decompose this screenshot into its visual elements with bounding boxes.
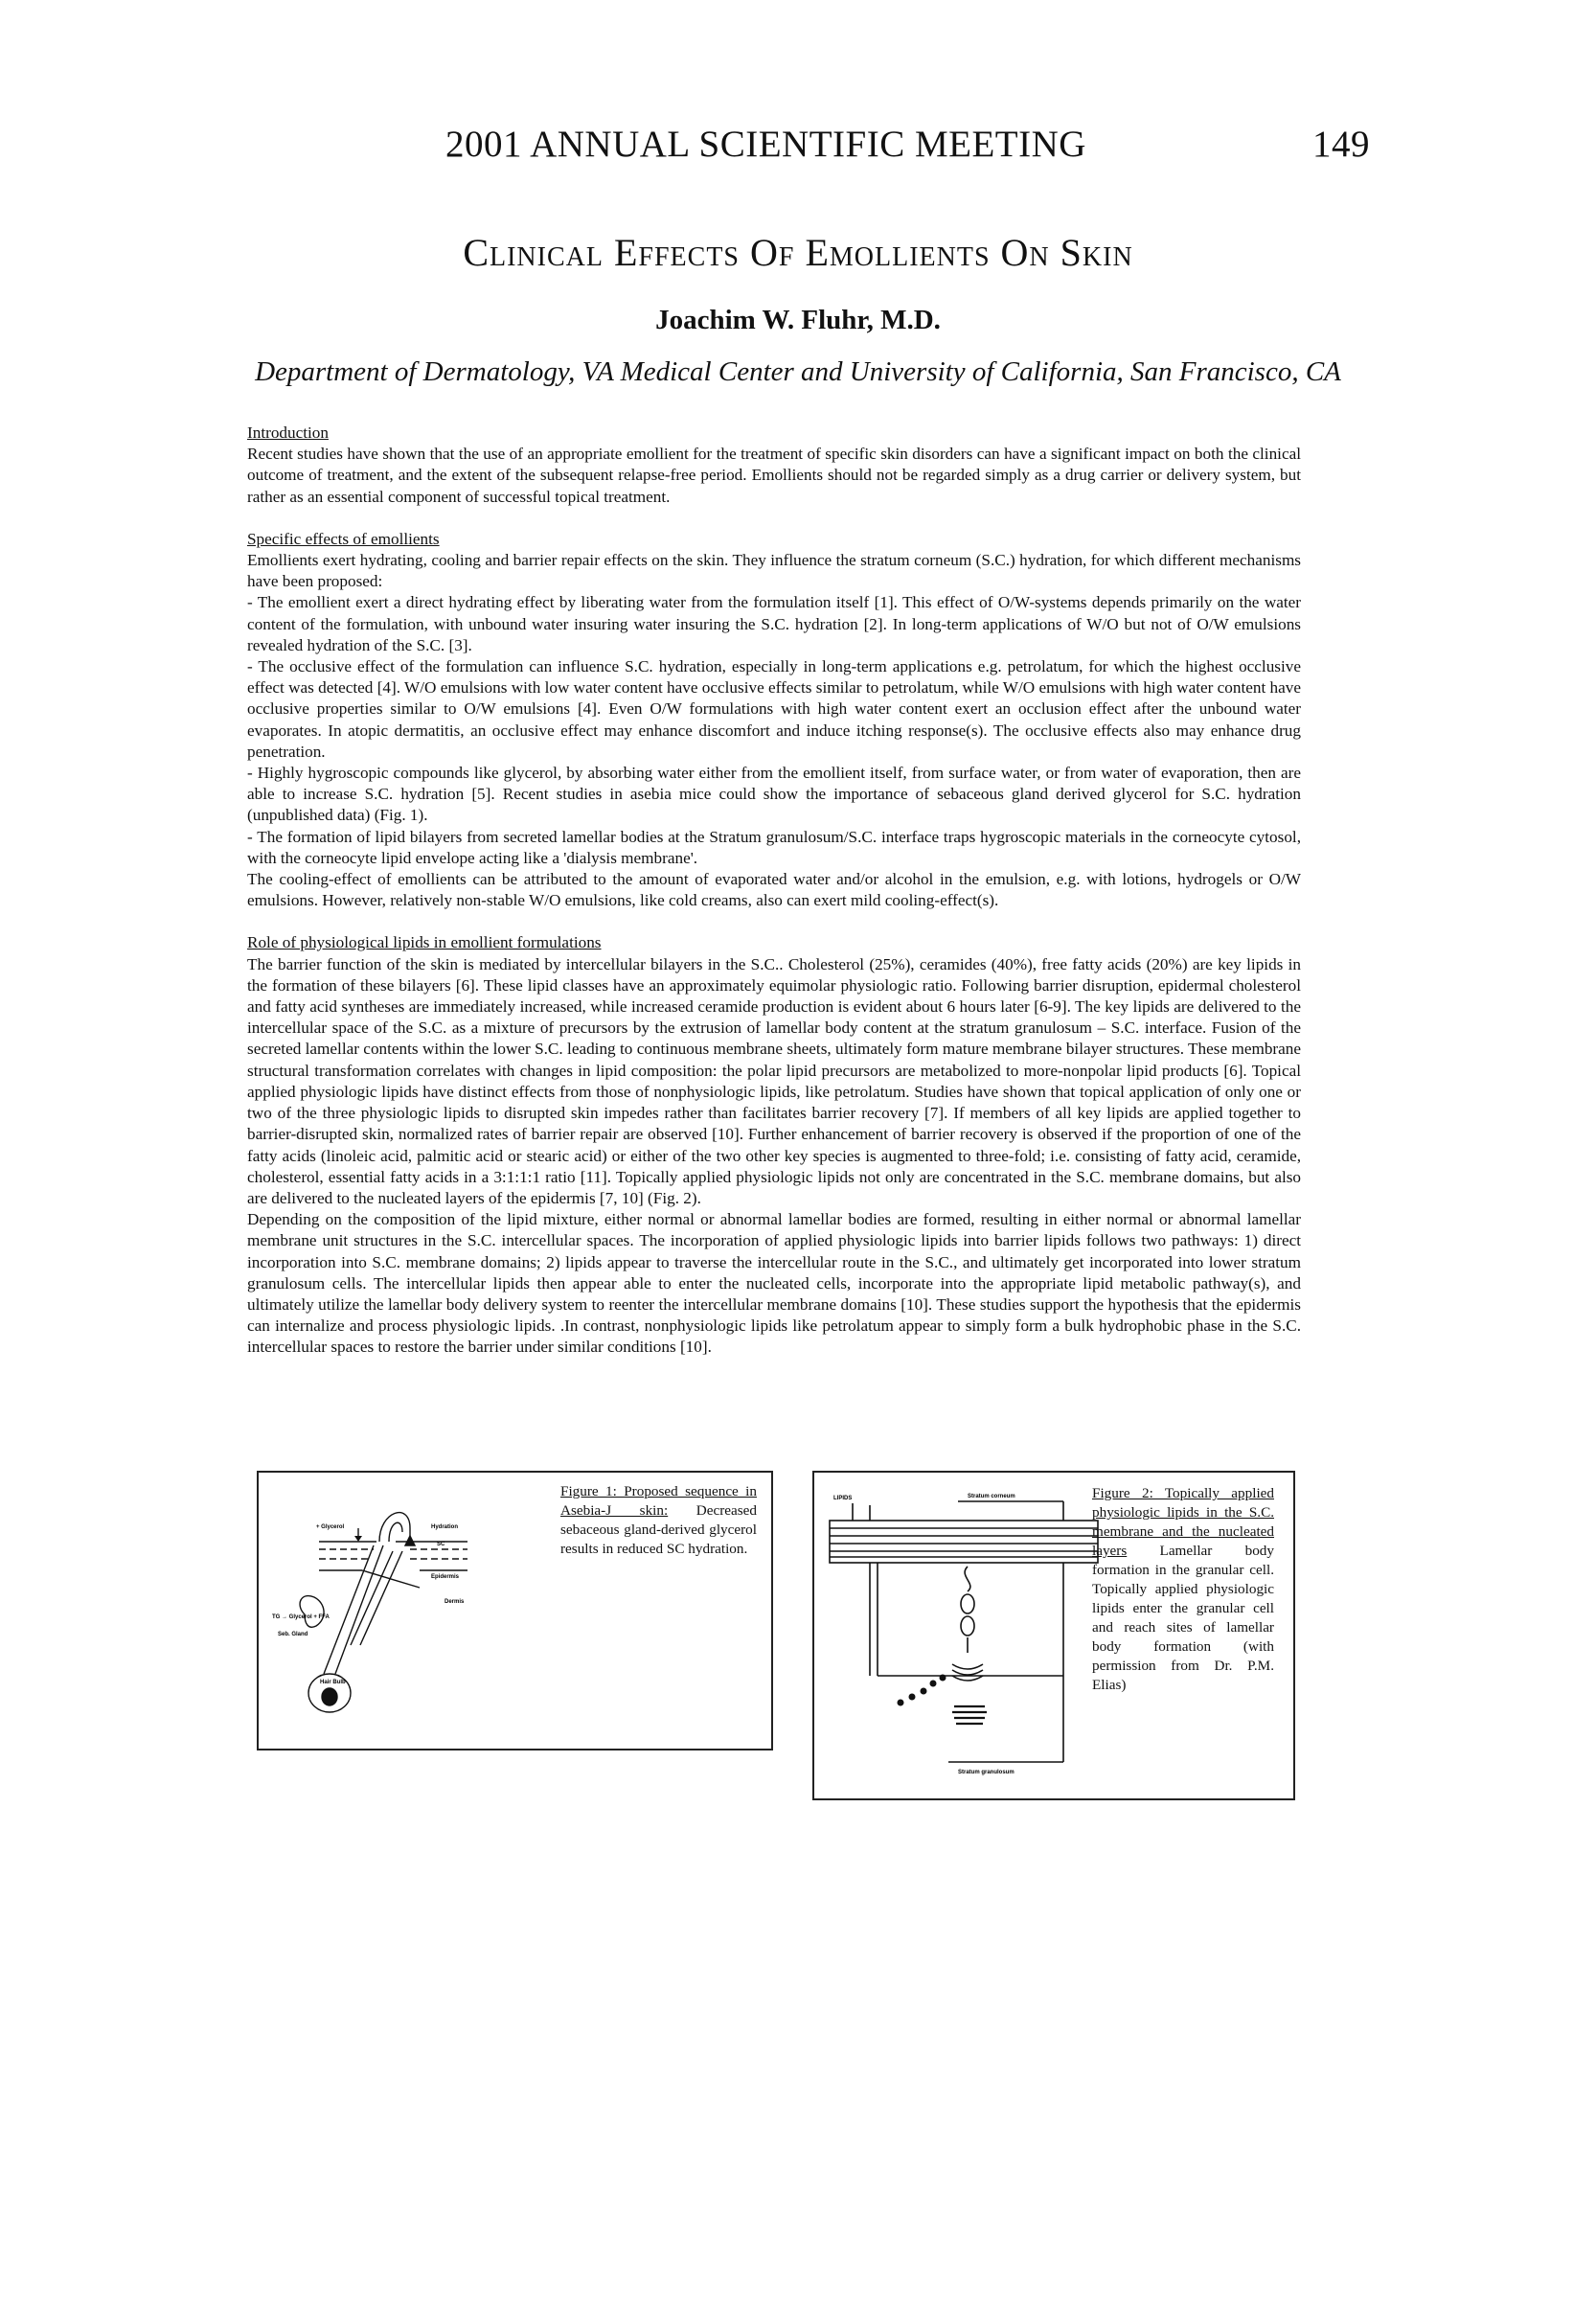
section-heading-physiological-lipids: Role of physiological lipids in emollient formulations: [247, 933, 602, 952]
figure-1-diagram: [266, 1492, 525, 1741]
paragraph: - The occlusive effect of the formulation can influence S.C. hydration, especially in long-term applications e.g. petrolatum, for which the highest occlusive effect was detected [4]. W/O emulsions with low water content have occlusive effects similar to petrolatum, while W/O emulsions with high water content have occlusive properties similar to O/W emulsions [4]. Even O/W formulations with high water content exert an occlusion effect after the unbound water evaporates. In atopic dermatitis, an occlusive effect may enhance discomfort and induce itching response(s). The occlusive effects also may enhance drug penetration.: [247, 657, 1301, 761]
label-hair-bulb: Hair Bulb: [320, 1680, 346, 1685]
paragraph: - The emollient exert a direct hydrating effect by liberating water from the formulation itself [1]. This effect of O/W-systems depends primarily on the water content of the formulation, with unbound water insuring water insuring the S.C. hydration [2]. In long-term applications of W/O but not of O/W emulsions revealed hydration of the S.C. [3].: [247, 593, 1301, 654]
paragraph: The barrier function of the skin is mediated by intercellular bilayers in the S.C.. Cholesterol (25%), ceramides (40%), free fatty acids (20%) are key lipids in the formation of these bilayers [6]. These lipid classes have an approximately equimolar physiologic ratio. Following barrier disruption, epidermal cholesterol and fatty acid syntheses are immediately increased, while increased ceramide production is evident about 6 hours later [6-9]. The key lipids are delivered to the intercellular space of the S.C. as a mixture of precursors by the extrusion of lamellar body content at the stratum granulosum – S.C. interface. Fusion of the secreted lamellar contents within the lower S.C. leading to continuous membrane sheets, ultimately form mature membrane bilayer structures. These membrane structural transformation correlates with changes in lipid composition: the polar lipid precursors are metabolized to more-nonpolar lipid products [6]. Topical applied physiologic lipids have distinct effects from those of nonphysiologic lipids, like petrolatum. Studies have shown that topical application of only one or two of the three physiologic lipids to disrupted skin impedes rather than facilitates barrier recovery [7]. If members of all key lipids are applied together to barrier-disrupted skin, normalized rates of barrier repair are observed [10]. Further enhancement of barrier recovery is observed if the proportion of one of the fatty acids (linoleic acid, palmitic acid or stearic acid) or either of the two other key species is augmented to three-fold; i.e. consisting of fatty acid, ceramide, cholesterol, essential fatty acids in a 3:1:1:1 ratio [11]. Topically applied physiologic lipids not only are concentrated in the S.C. membrane domains, but also are delivered to the nucleated layers of the epidermis [7, 10] (Fig. 2).: [247, 954, 1301, 1207]
label-tg: TG → Glycerol + FFA: [272, 1614, 330, 1620]
paragraph: Depending on the composition of the lipid mixture, either normal or abnormal lamellar bodies are formed, resulting in either normal or abnormal lamellar membrane unit structures in the S.C. intercellular spaces. The incorporation of applied physiologic lipids into barrier lipids follows two pathways: 1) direct incorporation into S.C. membrane domains; 2) lipids appear to traverse the intercellular route in the S.C., and ultimately get incorporated into lower stratum granulosum cells. The intercellular lipids then appear able to enter the nucleated cells, incorporate into the appropriate lipid metabolic pathway(s), and ultimately utilize the lamellar body delivery system to reenter the intercellular membrane domains [10]. These studies support the hypothesis that the epidermis can internalize and process physiologic lipids. .In contrast, nonphysiologic lipids like petrolatum appear to simply form a bulk hydrophobic phase in the S.C. intercellular spaces to restore the barrier under similar conditions [10].: [247, 1210, 1301, 1357]
figure-2-caption-head: Figure 2: Topically applied physiologic lipids in the S.C. membrane and the nucleated layers: [1092, 1485, 1274, 1559]
label-hydration: Hydration: [431, 1524, 459, 1530]
label-epidermis: Epidermis: [431, 1574, 460, 1580]
paragraph: - Highly hygroscopic compounds like glycerol, by absorbing water either from the emollient itself, from surface water, or from water of evaporation, then are able to increase S.C. hydration [5]. Recent studies in asebia mice could show the importance of sebaceous gland derived glycerol for S.C. hydration (unpublished data) (Fig. 1).: [247, 764, 1301, 825]
page-number: 149: [1312, 124, 1370, 165]
paragraph: The cooling-effect of emollients can be attributed to the amount of evaporated water and/or alcohol in the emulsion, e.g. with lotions, hydrogels or O/W emulsions. However, relatively non-stable W/O emulsions, like cold creams, also can exert mild cooling-effect(s).: [247, 870, 1301, 910]
label-stratum-granulosum: Stratum granulosum: [958, 1770, 1015, 1775]
paragraph: - The formation of lipid bilayers from secreted lamellar bodies at the Stratum granulosum/S.C. interface traps hygroscopic materials in the corneocyte cytosol, with the corneocyte lipid envelope acting like a 'dialysis membrane'.: [247, 827, 1301, 867]
running-title: 2001 ANNUAL SCIENTIFIC MEETING: [445, 124, 1086, 165]
label-seb-gland: Seb. Gland: [278, 1632, 308, 1637]
label-glycerol: + Glycerol: [316, 1524, 345, 1530]
label-lipids: LIPIDS: [833, 1496, 853, 1501]
author-name: Joachim W. Fluhr, M.D.: [655, 305, 941, 335]
figure-1: [257, 1471, 773, 1750]
section-heading-introduction: Introduction: [247, 423, 329, 442]
author-affiliation: Department of Dermatology, VA Medical Center and University of California, San Francisco, CA: [255, 356, 1341, 387]
label-stratum-corneum: Stratum corneum: [968, 1494, 1015, 1499]
figure-1-caption: [560, 1482, 757, 1559]
article-body: [247, 423, 1301, 1359]
paragraph: Emollients exert hydrating, cooling and barrier repair effects on the skin. They influence the stratum corneum (S.C.) hydration, for which different mechanisms have been proposed:: [247, 551, 1301, 591]
figure-2-diagram: [824, 1484, 1111, 1781]
label-dermis: Dermis: [445, 1599, 465, 1605]
label-sc: SC: [437, 1542, 445, 1547]
figure-1-caption-head: Figure 1: Proposed sequence in Asebia-J skin:: [560, 1483, 757, 1519]
figure-2: [812, 1471, 1295, 1800]
figure-1-caption-body: Decreased sebaceous gland-derived glycerol results in reduced SC hydration.: [560, 1502, 757, 1557]
article-title: Clinical Effects Of Emollients On Skin: [463, 231, 1133, 274]
figure-2-caption: [1092, 1484, 1274, 1695]
paragraph-introduction: Recent studies have shown that the use of an appropriate emollient for the treatment of specific skin disorders can have a significant impact on both the clinical outcome of treatment, and the extent of the subsequent relapse-free period. Emollients should not be regarded simply as a drug carrier or delivery system, but rather as an essential component of successful topical treatment.: [247, 445, 1301, 506]
section-heading-specific-effects: Specific effects of emollients: [247, 529, 440, 548]
figure-2-caption-body: Lamellar body formation in the granular cell. Topically applied physiologic lipids enter the granular cell and reach sites of lamellar body formation (with permission from Dr. P.M. Elias): [1092, 1543, 1274, 1693]
